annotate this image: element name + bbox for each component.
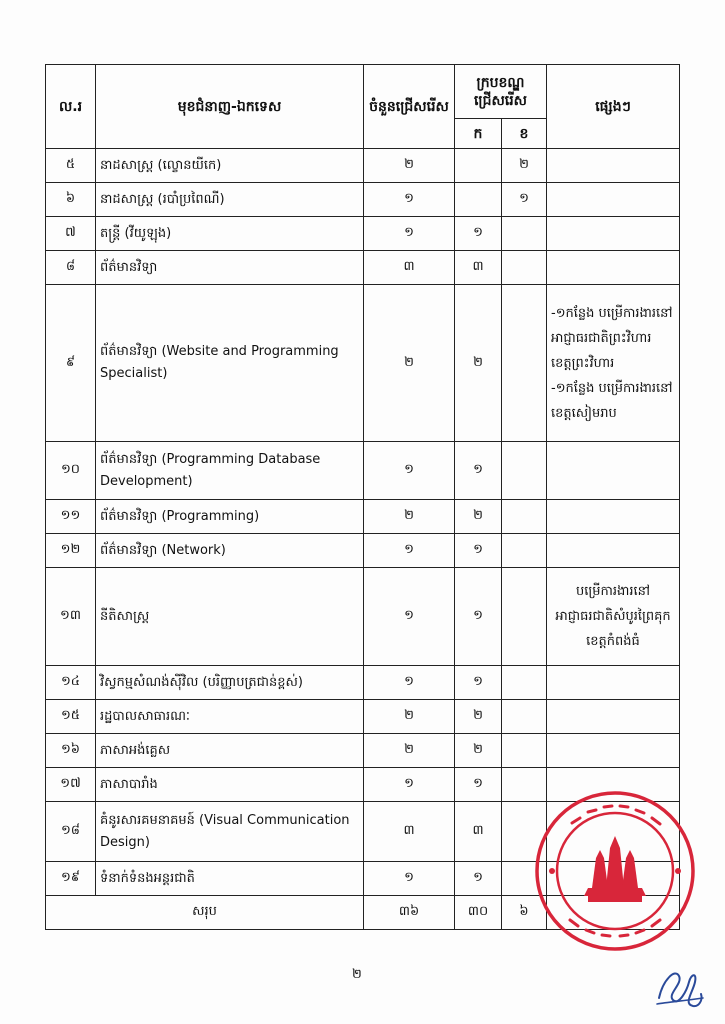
row-no: ១៦: [46, 734, 96, 768]
row-subject: ព័ត៌មានវិទ្យា: [96, 251, 364, 285]
row-count: ១: [364, 217, 455, 251]
row-note: [547, 442, 680, 500]
row-cat-b: [502, 217, 547, 251]
row-cat-a: ២: [455, 700, 502, 734]
row-note: [547, 700, 680, 734]
table-row: [46, 666, 680, 700]
row-no: ៨: [46, 251, 96, 285]
row-cat-b: ២: [502, 149, 547, 183]
row-no: ១៧: [46, 768, 96, 802]
total-count: ៣៦: [364, 896, 455, 930]
table-row: [46, 700, 680, 734]
header-category: ក្របខណ្ឌជ្រើសរើស: [455, 65, 547, 119]
row-no: ៥: [46, 149, 96, 183]
row-cat-b: [502, 666, 547, 700]
header-cat-b: ខ: [502, 119, 547, 149]
row-subject: នីតិសាស្ត្រ: [96, 568, 364, 666]
row-cat-a: ១: [455, 768, 502, 802]
row-cat-a: ២: [455, 500, 502, 534]
row-subject: ទំនាក់ទំនងអន្តរជាតិ: [96, 862, 364, 896]
header-count: ចំនួនជ្រើសរើស: [364, 65, 455, 149]
row-no: ១០: [46, 442, 96, 500]
row-note: [547, 149, 680, 183]
row-cat-b: ១: [502, 183, 547, 217]
row-count: ២: [364, 285, 455, 442]
header-other: ផ្សេងៗ: [547, 65, 680, 149]
header-subject: មុខជំនាញ-ឯកទេស: [96, 65, 364, 149]
row-no: ១១: [46, 500, 96, 534]
table-row: [46, 734, 680, 768]
row-subject: វិស្វកម្មសំណង់ស៊ីវិល (បរិញ្ញាបត្រជាន់ខ្ពស់): [96, 666, 364, 700]
row-no: ១៤: [46, 666, 96, 700]
row-no: ៦: [46, 183, 96, 217]
table-row: [46, 183, 680, 217]
row-subject: ព័ត៌មានវិទ្យា (Network): [96, 534, 364, 568]
row-cat-b: [502, 568, 547, 666]
row-count: ១: [364, 568, 455, 666]
row-subject: នាដសាស្ត្រ (របាំប្រពៃណី): [96, 183, 364, 217]
row-count: ១: [364, 666, 455, 700]
row-note: [547, 183, 680, 217]
header-cat-a: ក: [455, 119, 502, 149]
row-subject: ព័ត៌មានវិទ្យា (Programming Database Development): [96, 442, 364, 500]
row-cat-b: [502, 285, 547, 442]
angkor-temple-seal-icon: [532, 788, 698, 954]
row-note: [547, 534, 680, 568]
page-number: ២: [352, 967, 362, 982]
row-subject: តន្ត្រី (វីយូឡុង): [96, 217, 364, 251]
note-line: អាជ្ញាធរជាតិព្រះវិហារ: [551, 330, 652, 346]
row-cat-b: [502, 442, 547, 500]
table-row: [46, 251, 680, 285]
table-row: [46, 285, 680, 442]
header-row: [46, 65, 680, 119]
table-row: [46, 534, 680, 568]
row-note: [547, 251, 680, 285]
row-count: ១: [364, 862, 455, 896]
row-cat-a: ៣: [455, 251, 502, 285]
table-row: [46, 217, 680, 251]
total-label: សរុប: [46, 896, 364, 930]
note-line: ខេត្តសៀមរាប: [551, 405, 617, 421]
note-line: បម្រើការងារនៅ: [575, 584, 650, 599]
row-cat-b: [502, 700, 547, 734]
row-subject: នាដសាស្ត្រ (ល្ខោនយីកេ): [96, 149, 364, 183]
row-note: [547, 666, 680, 700]
row-cat-b: [502, 734, 547, 768]
row-count: ៣: [364, 802, 455, 862]
row-note: [547, 500, 680, 534]
row-no: ១៣: [46, 568, 96, 666]
note-line: ខេត្តកំពង់ធំ: [586, 634, 640, 649]
row-cat-a: ២: [455, 285, 502, 442]
row-count: ១: [364, 768, 455, 802]
note-line: ខេត្តព្រះវិហារ: [551, 355, 615, 371]
row-cat-a: ១: [455, 862, 502, 896]
row-count: ២: [364, 700, 455, 734]
total-cat-a: ៣០: [455, 896, 502, 930]
row-count: ១: [364, 183, 455, 217]
row-cat-a: ១: [455, 442, 502, 500]
handwritten-signature-icon: [653, 960, 707, 1012]
row-subject: គំនូរសារគមនាគមន៍ (Visual Communication Design): [96, 802, 364, 862]
table-row: [46, 442, 680, 500]
total-cat-b: ៦: [502, 896, 547, 930]
row-count: ២: [364, 500, 455, 534]
row-count: ១: [364, 442, 455, 500]
note-line: -១កន្លែង បម្រើការងារនៅ: [551, 305, 673, 321]
row-cat-b: [502, 251, 547, 285]
row-cat-a: ២: [455, 734, 502, 768]
row-no: ១៩: [46, 862, 96, 896]
row-subject: ព័ត៌មានវិទ្យា (Programming): [96, 500, 364, 534]
note-line: -១កន្លែង បម្រើការងារនៅ: [551, 380, 673, 396]
row-subject: រដ្ឋបាលសាធារណៈ: [96, 700, 364, 734]
row-subject: ភាសាបារាំង: [96, 768, 364, 802]
row-no: ១៨: [46, 802, 96, 862]
row-cat-a: ១: [455, 534, 502, 568]
row-subject: ភាសាអង់គ្លេស: [96, 734, 364, 768]
row-no: ១២: [46, 534, 96, 568]
row-note: [547, 734, 680, 768]
row-cat-b: [502, 534, 547, 568]
row-cat-a: [455, 149, 502, 183]
row-no: ៩: [46, 285, 96, 442]
note-line: អាជ្ញាធរជាតិសំបូរព្រៃគុក: [555, 609, 671, 624]
row-note: [547, 285, 680, 442]
row-subject: ព័ត៌មានវិទ្យា (Website and Programming Specialist): [96, 285, 364, 442]
row-cat-a: ១: [455, 568, 502, 666]
table-row: [46, 500, 680, 534]
row-cat-a: ១: [455, 666, 502, 700]
row-note: [547, 217, 680, 251]
row-no: ១៥: [46, 700, 96, 734]
row-cat-a: ១: [455, 217, 502, 251]
row-count: ២: [364, 734, 455, 768]
row-cat-a: ៣: [455, 802, 502, 862]
row-count: ១: [364, 534, 455, 568]
row-count: ២: [364, 149, 455, 183]
row-note: [547, 568, 680, 666]
table-row: [46, 149, 680, 183]
table-row: [46, 568, 680, 666]
row-cat-a: [455, 183, 502, 217]
row-no: ៧: [46, 217, 96, 251]
row-cat-b: [502, 500, 547, 534]
header-no: ល.រ: [46, 65, 96, 149]
row-count: ៣: [364, 251, 455, 285]
